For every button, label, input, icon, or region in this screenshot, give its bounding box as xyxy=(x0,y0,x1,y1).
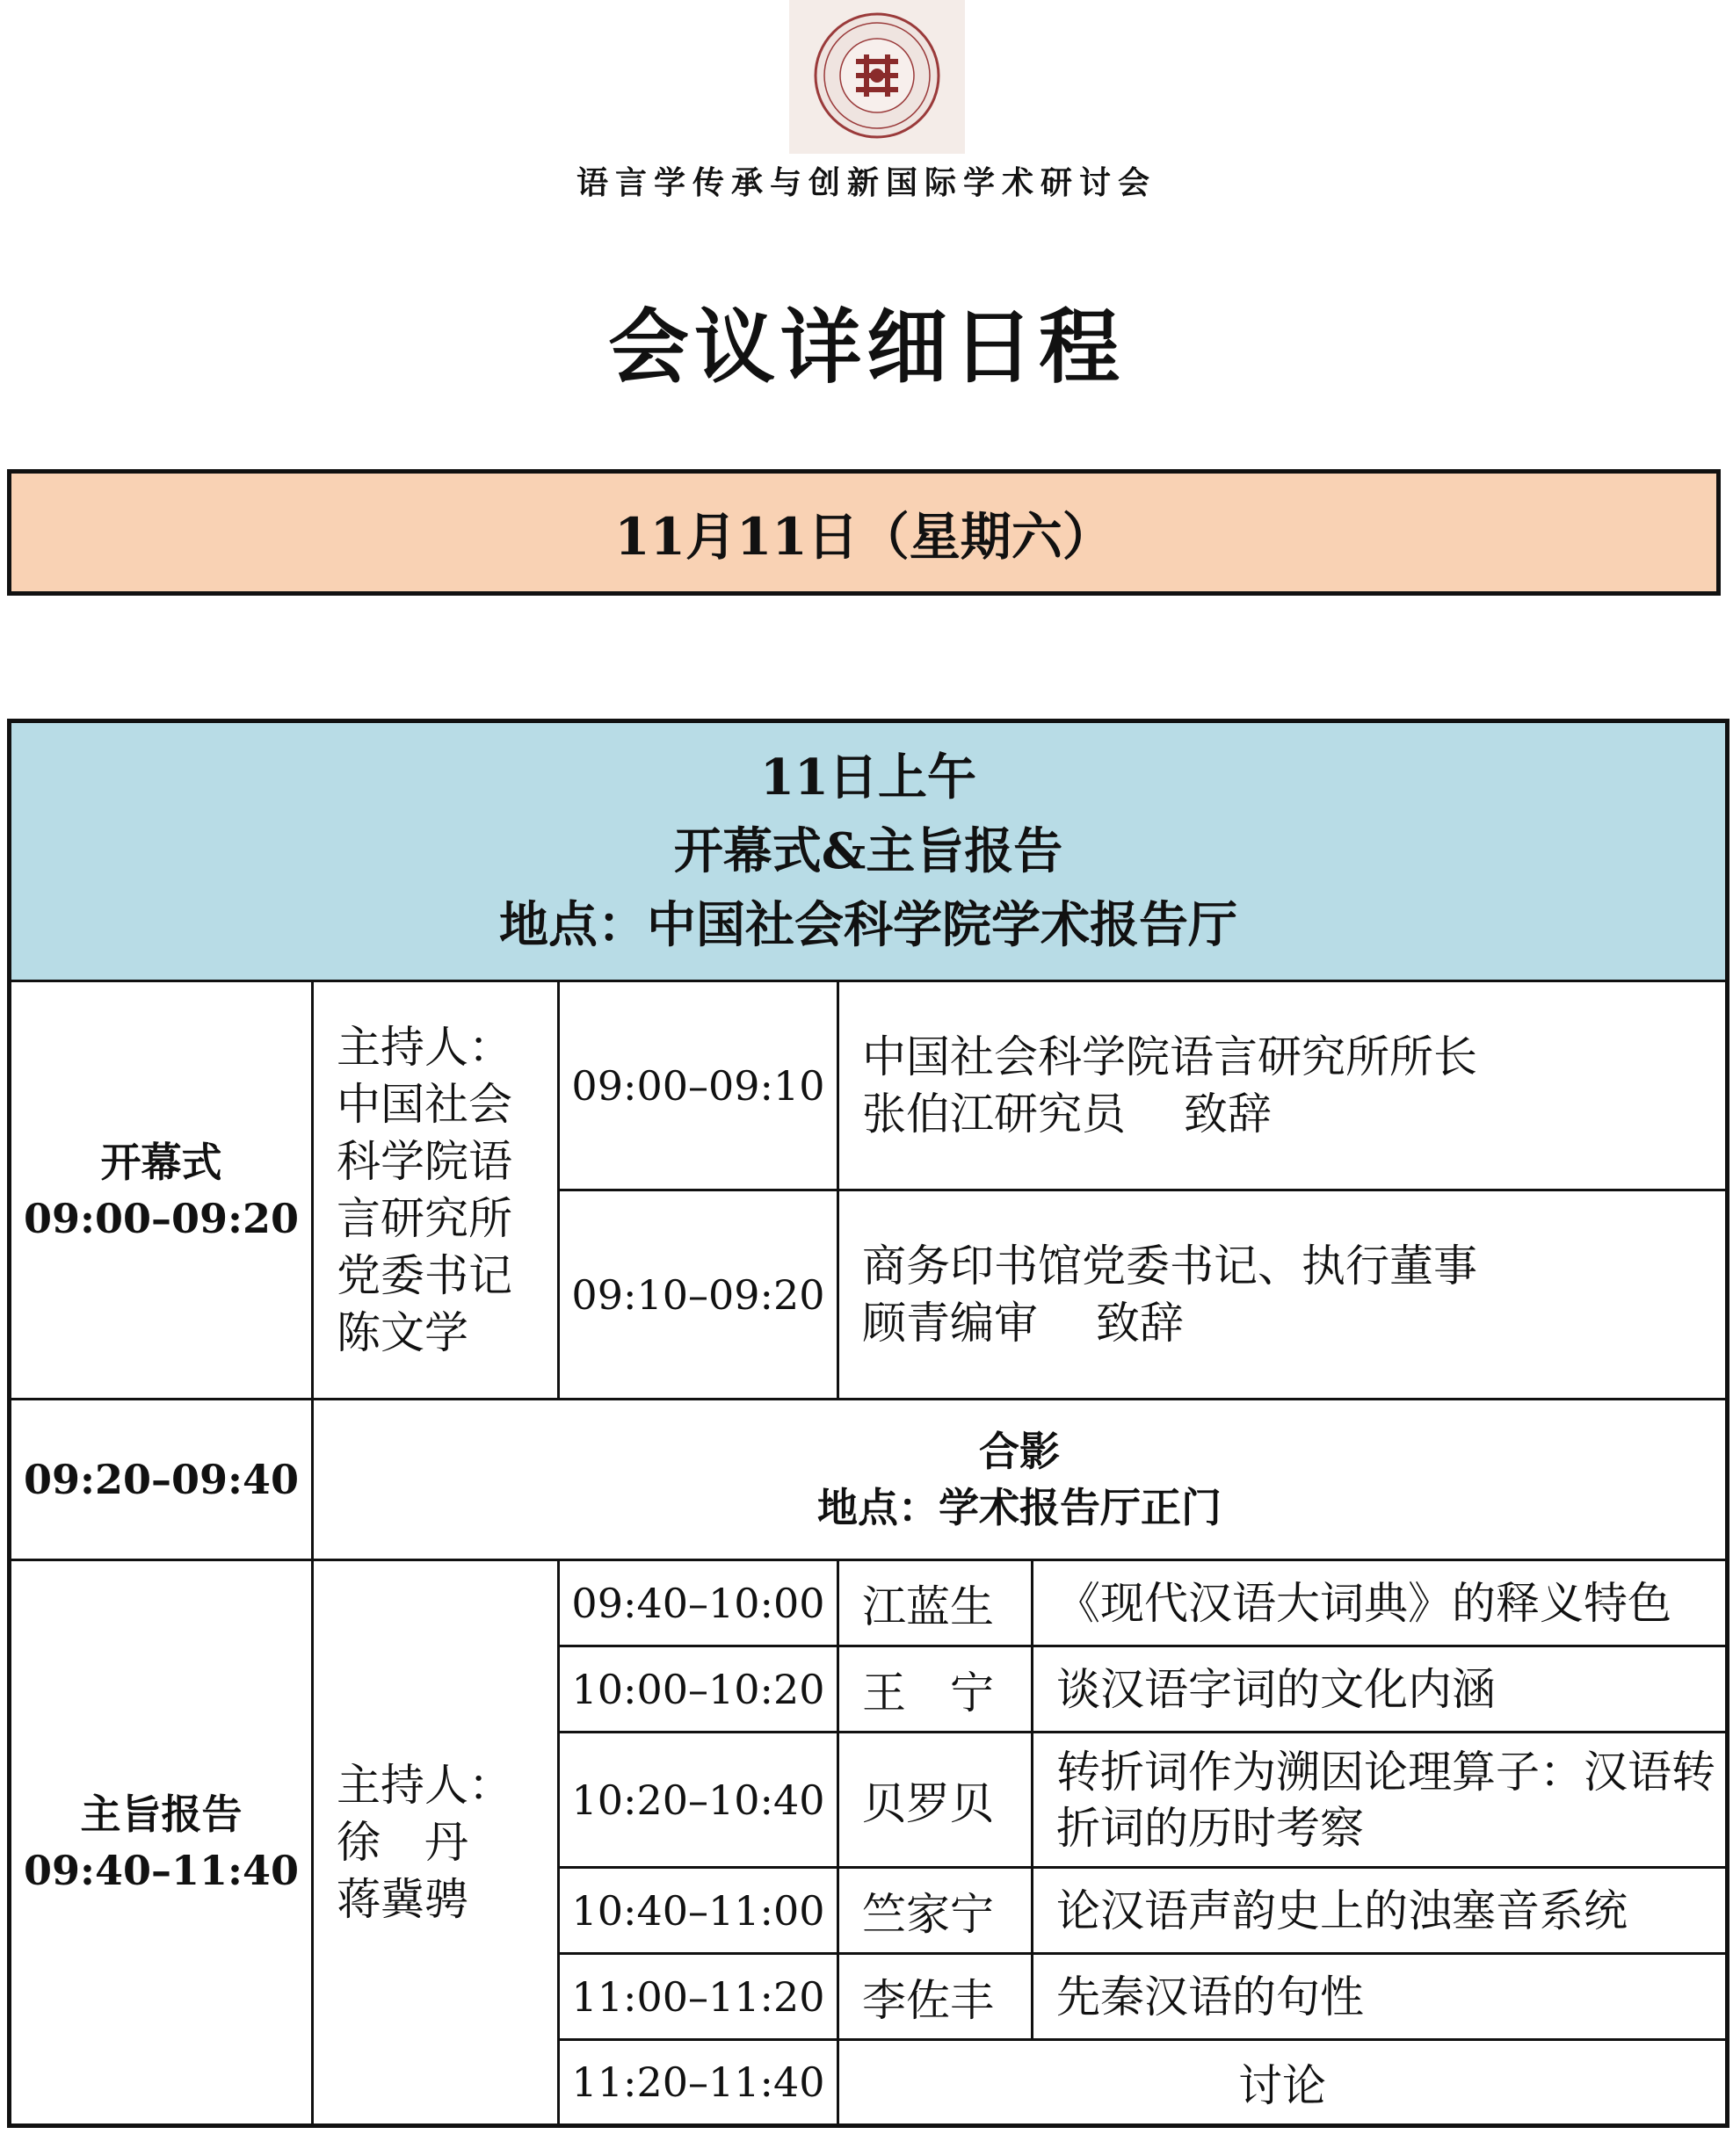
talk-topic: 转折词作为溯因论理算子：汉语转折词的历时考察 xyxy=(1033,1733,1728,1868)
session-location: 地点：中国社会科学院学术报告厅 xyxy=(499,896,1237,954)
photo-location: 地点：学术报告厅正门 xyxy=(817,1484,1222,1531)
opening-item-desc xyxy=(838,1190,1728,1400)
opening-time: 09:00–09:20 xyxy=(23,1194,299,1242)
host-line: 陈文学 xyxy=(337,1306,468,1358)
talk-time: 10:00–10:20 xyxy=(559,1646,838,1733)
host-line: 党委书记 xyxy=(337,1249,512,1301)
opening-item-time: 09:00–09:10 xyxy=(559,981,838,1190)
photo-title: 合影 xyxy=(979,1428,1060,1475)
discussion-time: 11:20–11:40 xyxy=(559,2040,838,2126)
conference-name: 语言学传承与创新国际学术研讨会 xyxy=(576,164,1157,201)
schedule-table xyxy=(7,719,1729,2128)
talk-topic: 《现代汉语大词典》的释义特色 xyxy=(1033,1560,1728,1646)
opening-item-time: 09:10–09:20 xyxy=(559,1190,838,1400)
talk-time: 09:40–10:00 xyxy=(559,1560,838,1646)
keynote-time: 09:40–11:40 xyxy=(23,1847,299,1894)
host-line: 蒋冀骋 xyxy=(337,1873,468,1925)
opening-name: 开幕式 xyxy=(100,1138,222,1186)
opening-item-desc xyxy=(838,981,1728,1190)
desc-line: 张伯江研究员 致辞 xyxy=(862,1088,1272,1139)
talk-time: 10:20–10:40 xyxy=(559,1733,838,1868)
date-banner: 11月11日（星期六） xyxy=(7,469,1721,596)
photo-cell xyxy=(313,1400,1728,1560)
session-title: 11日上午 xyxy=(760,749,976,807)
host-line: 中国社会 xyxy=(337,1078,512,1130)
talk-time: 11:00–11:20 xyxy=(559,1954,838,2040)
host-line: 主持人： xyxy=(337,1759,512,1811)
keynote-host-cell xyxy=(313,1560,559,2126)
photo-time: 09:20–09:40 xyxy=(10,1400,313,1560)
session-subtitle: 开幕式&主旨报告 xyxy=(673,822,1063,880)
page-title: 会议详细日程 xyxy=(607,300,1125,394)
opening-host-cell xyxy=(313,981,559,1400)
institute-logo xyxy=(789,0,965,154)
discussion-label: 讨论 xyxy=(838,2040,1728,2126)
opening-label-cell xyxy=(10,981,313,1400)
keynote-name: 主旨报告 xyxy=(80,1791,243,1838)
talk-speaker: 李佐丰 xyxy=(838,1954,1033,2040)
desc-line: 商务印书馆党委书记、执行董事 xyxy=(862,1240,1477,1291)
talk-topic: 先秦汉语的句性 xyxy=(1033,1954,1728,2040)
host-line: 徐 丹 xyxy=(337,1816,468,1868)
desc-line: 顾青编审 致辞 xyxy=(862,1297,1184,1349)
desc-line: 中国社会科学院语言研究所所长 xyxy=(862,1031,1477,1082)
talk-speaker: 竺家宁 xyxy=(838,1868,1033,1954)
talk-topic: 谈汉语字词的文化内涵 xyxy=(1033,1646,1728,1733)
talk-time: 10:40–11:00 xyxy=(559,1868,838,1954)
talk-speaker: 江蓝生 xyxy=(838,1560,1033,1646)
talk-speaker: 王 宁 xyxy=(838,1646,1033,1733)
talk-speaker: 贝罗贝 xyxy=(838,1733,1033,1868)
host-line: 主持人： xyxy=(337,1021,512,1073)
talk-topic: 论汉语声韵史上的浊塞音系统 xyxy=(1033,1868,1728,1954)
session-header xyxy=(10,721,1728,981)
host-line: 言研究所 xyxy=(337,1192,512,1244)
host-line: 科学院语 xyxy=(337,1135,512,1187)
keynote-label-cell xyxy=(10,1560,313,2126)
